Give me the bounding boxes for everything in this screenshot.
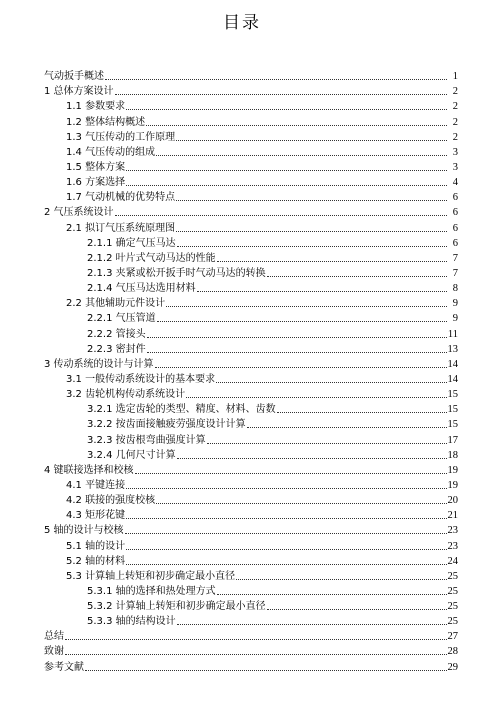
toc-entry[interactable]: [44, 325, 458, 340]
toc-entry[interactable]: [44, 431, 458, 446]
toc-entry[interactable]: [44, 628, 458, 643]
toc-dot-leader: [126, 549, 446, 550]
toc-dot-leader: [65, 639, 447, 640]
toc-dot-leader: [177, 246, 447, 247]
toc-entry[interactable]: [44, 219, 458, 234]
toc-dot-leader: [105, 79, 447, 80]
toc-page-number: 19: [447, 479, 458, 491]
toc-dot-leader: [126, 564, 446, 565]
toc-page-number: 2: [452, 131, 458, 143]
toc-entry[interactable]: [44, 83, 458, 98]
toc-dot-leader: [236, 579, 446, 580]
toc-page-number: 19: [447, 464, 458, 476]
toc-page-number: 7: [452, 252, 458, 264]
toc-dot-leader: [85, 670, 447, 671]
toc-entry[interactable]: [44, 295, 458, 310]
toc-entry[interactable]: [44, 401, 458, 416]
toc-entry[interactable]: [44, 265, 458, 280]
toc-page-number: 20: [447, 495, 458, 507]
toc-entry[interactable]: [44, 371, 458, 386]
toc-entry-title: 4.1 平键连接: [66, 479, 126, 491]
toc-dot-leader: [147, 352, 447, 353]
toc-page-number: 6: [452, 192, 458, 204]
toc-dot-leader: [197, 291, 447, 292]
toc-entry[interactable]: [44, 492, 458, 507]
toc-entry[interactable]: [44, 174, 458, 189]
toc-page-number: 14: [447, 373, 458, 385]
toc-dot-leader: [217, 261, 447, 262]
toc-page-number: 18: [447, 449, 458, 461]
toc-entry-title: 致谢: [44, 646, 64, 658]
toc-entry-title: 5 轴的设计与校核: [44, 525, 124, 537]
toc-entry-title: 5.3.3 轴的结构设计: [87, 616, 176, 628]
toc-dot-leader: [217, 594, 447, 595]
toc-entry-title: 5.3.2 计算轴上转矩和初步确定最小直径: [87, 601, 266, 613]
toc-entry[interactable]: [44, 250, 458, 265]
toc-entry[interactable]: [44, 204, 458, 219]
toc-entry-title: 5.1 轴的设计: [66, 540, 126, 552]
toc-page-number: 25: [447, 570, 458, 582]
toc-entry[interactable]: [44, 159, 458, 174]
toc-entry[interactable]: [44, 113, 458, 128]
toc-entry-title: 2.2.1 气压管道: [87, 313, 156, 325]
toc-dot-leader: [176, 200, 447, 201]
toc-entry-title: 1.7 气动机械的优势特点: [66, 192, 176, 204]
toc-dot-leader: [147, 337, 447, 338]
toc-entry[interactable]: [44, 447, 458, 462]
toc-page-number: 9: [452, 298, 458, 310]
toc-page-number: 3: [452, 161, 458, 173]
toc-entry[interactable]: [44, 386, 458, 401]
toc-dot-leader: [176, 231, 447, 232]
toc-dot-leader: [247, 427, 447, 428]
toc-entry[interactable]: [44, 583, 458, 598]
toc-dot-leader: [216, 382, 446, 383]
toc-dot-leader: [126, 170, 447, 171]
toc-entry[interactable]: [44, 235, 458, 250]
toc-entry-title: 2.1 拟订气压系统原理图: [66, 222, 176, 234]
toc-entry-title: 3.2.4 几何尺寸计算: [87, 449, 176, 461]
toc-entry-title: 参考文献: [44, 661, 84, 673]
toc-page-number: 15: [447, 404, 458, 416]
toc-dot-leader: [146, 125, 447, 126]
toc-dot-leader: [125, 533, 447, 534]
toc-dot-leader: [155, 367, 447, 368]
toc-entry-title: 1.1 参数要求: [66, 101, 126, 113]
toc-dot-leader: [267, 276, 447, 277]
toc-entry-title: 1.5 整体方案: [66, 161, 126, 173]
toc-page-number: 8: [452, 283, 458, 295]
toc-page-number: 1: [452, 71, 458, 83]
toc-entry-title: 4.2 联接的强度校核: [66, 495, 156, 507]
toc-dot-leader: [267, 609, 447, 610]
toc-entry-title: 气动扳手概述: [44, 71, 104, 83]
toc-entry-title: 2.2 其他辅助元件设计: [66, 298, 166, 310]
toc-entry[interactable]: [44, 643, 458, 658]
toc-entry[interactable]: [44, 507, 458, 522]
toc-page-number: 4: [452, 177, 458, 189]
toc-page-number: 25: [447, 585, 458, 597]
toc-dot-leader: [177, 624, 447, 625]
toc-entry-title: 4.3 矩形花键: [66, 510, 126, 522]
toc-dot-leader: [115, 94, 447, 95]
toc-entry-title: 2.1.2 叶片式气动马达的性能: [87, 252, 216, 264]
toc-entry[interactable]: [44, 144, 458, 159]
toc-dot-leader: [115, 215, 447, 216]
toc-page-number: 11: [447, 328, 458, 340]
toc-dot-leader: [126, 488, 446, 489]
toc-entry-title: 5.2 轴的材料: [66, 555, 126, 567]
toc-page-number: 15: [447, 419, 458, 431]
toc-entry-title: 4 键联接选择和校核: [44, 464, 134, 476]
toc-page-number: 2: [452, 86, 458, 98]
toc-entry[interactable]: [44, 416, 458, 431]
toc-dot-leader: [126, 185, 447, 186]
toc-dot-leader: [156, 503, 446, 504]
toc-entry-title: 2.1.4 气压马达选用材料: [87, 283, 196, 295]
toc-dot-leader: [177, 458, 447, 459]
toc-entry[interactable]: [44, 658, 458, 673]
toc-page-number: 23: [447, 540, 458, 552]
toc-page-number: 3: [452, 146, 458, 158]
toc-entry[interactable]: [44, 341, 458, 356]
toc-entry[interactable]: [44, 553, 458, 568]
toc-entry-title: 3 传动系统的设计与计算: [44, 358, 154, 370]
toc-page-number: 21: [447, 510, 458, 522]
toc-dot-leader: [207, 443, 447, 444]
toc-entry-title: 3.2 齿轮机构传动系统设计: [66, 389, 186, 401]
toc-entry-title: 3.2.2 按齿面接触疲劳强度设计计算: [87, 419, 246, 431]
toc-entry[interactable]: [44, 310, 458, 325]
toc-entry[interactable]: [44, 568, 458, 583]
toc-page-number: 25: [447, 616, 458, 628]
toc-entry[interactable]: [44, 129, 458, 144]
toc-dot-leader: [277, 412, 447, 413]
toc-entry-title: 2.1.1 确定气压马达: [87, 237, 176, 249]
toc-entry[interactable]: [44, 189, 458, 204]
toc-entry-title: 1.6 方案选择: [66, 177, 126, 189]
toc-page-number: 29: [447, 661, 458, 673]
toc-page-number: 28: [447, 646, 458, 658]
toc-entry-title: 3.2.3 按齿根弯曲强度计算: [87, 434, 206, 446]
toc-entry[interactable]: [44, 598, 458, 613]
toc-page-number: 14: [447, 358, 458, 370]
toc-dot-leader: [156, 155, 447, 156]
toc-entry-title: 3.2.1 选定齿轮的类型、精度、材料、齿数: [87, 404, 276, 416]
toc-page-number: 6: [452, 207, 458, 219]
toc-entry-title: 2.2.3 密封件: [87, 343, 146, 355]
toc-page-number: 15: [447, 389, 458, 401]
toc-dot-leader: [166, 306, 447, 307]
toc-dot-leader: [157, 321, 447, 322]
toc-entry-title: 2.2.2 管接头: [87, 328, 146, 340]
toc-page-number: 27: [447, 631, 458, 643]
toc-entry-title: 5.3.1 轴的选择和热处理方式: [87, 585, 216, 597]
toc-entry-title: 5.3 计算轴上转矩和初步确定最小直径: [66, 570, 236, 582]
toc-dot-leader: [65, 654, 447, 655]
toc-dot-leader: [176, 140, 447, 141]
toc-entry-title: 2.1.3 夹紧或松开扳手时气动马达的转换: [87, 267, 266, 279]
toc-entry[interactable]: [44, 522, 458, 537]
toc-page-number: 24: [447, 555, 458, 567]
toc-entry-title: 3.1 一般传动系统设计的基本要求: [66, 373, 216, 385]
toc-page-number: 6: [452, 237, 458, 249]
toc-entry-title: 1.4 气压传动的组成: [66, 146, 156, 158]
toc-page-number: 13: [447, 343, 458, 355]
toc-page-number: 2: [452, 101, 458, 113]
toc-entry[interactable]: [44, 537, 458, 552]
toc-page-number: 25: [447, 601, 458, 613]
toc-page-number: 2: [452, 116, 458, 128]
toc-page-number: 23: [447, 525, 458, 537]
toc-entry[interactable]: [44, 98, 458, 113]
toc-page-number: 6: [452, 222, 458, 234]
toc-entry-title: 1 总体方案设计: [44, 86, 114, 98]
toc-dot-leader: [126, 109, 447, 110]
toc-dot-leader: [186, 397, 446, 398]
toc-dot-leader: [135, 473, 447, 474]
toc-page-number: 9: [452, 313, 458, 325]
toc-entry[interactable]: [44, 477, 458, 492]
table-of-contents: [44, 68, 458, 674]
toc-entry[interactable]: [44, 462, 458, 477]
document-title: 目录: [223, 13, 261, 33]
toc-entry-title: 总结: [44, 631, 64, 643]
toc-entry[interactable]: [44, 280, 458, 295]
toc-entry-title: 1.3 气压传动的工作原理: [66, 131, 176, 143]
toc-entry[interactable]: [44, 68, 458, 83]
toc-dot-leader: [126, 518, 446, 519]
toc-entry[interactable]: [44, 356, 458, 371]
toc-page-number: 7: [452, 267, 458, 279]
toc-entry[interactable]: [44, 613, 458, 628]
toc-page-number: 17: [447, 434, 458, 446]
toc-entry-title: 2 气压系统设计: [44, 207, 114, 219]
toc-entry-title: 1.2 整体结构概述: [66, 116, 146, 128]
